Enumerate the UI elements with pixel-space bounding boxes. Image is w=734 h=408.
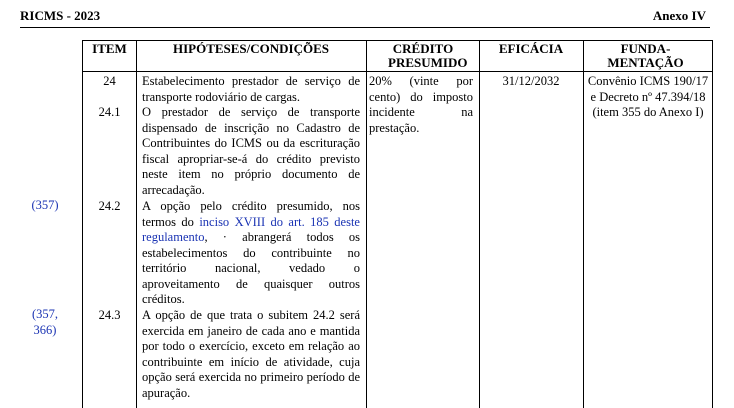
col-header-basis: FUNDA-MENTAÇÃO	[607, 41, 684, 70]
col-header-conditions: HIPÓTESES/CONDIÇÕES	[172, 41, 330, 56]
footnote-ref-357[interactable]: (357)	[31, 198, 59, 212]
regulation-link[interactable]: inciso XVIII do art. 185 deste regulamento	[142, 214, 360, 244]
col-divider	[583, 41, 584, 408]
row-text-after: , · abrangerá todos os estabelecimentos do contribuinte no território nacional, vedado o aproveitamento de quaisquer outros créditos.	[142, 230, 360, 306]
page-header-annex: Anexo IV	[652, 8, 706, 23]
header-rule	[20, 27, 710, 28]
col-header-item: ITEM	[92, 41, 127, 56]
col-divider	[479, 41, 480, 408]
col-divider	[366, 41, 367, 408]
item-number: 24	[103, 74, 116, 88]
efficacy-date: 31/12/2032	[502, 74, 560, 88]
row-text	[142, 199, 360, 308]
item-number: 24.3	[98, 308, 121, 322]
row-text: A opção de que trata o subitem 24.2 será exercida em janeiro de cada ano e mantida por todo o exercício, exceto em relação ao contribuinte em início de atividade, cuja opção será exercida no primeiro período de apuração.	[142, 308, 360, 400]
row-text: O prestador de serviço de transporte dispensado de inscrição no Cadastro de Contribuintes do ICMS ou da escrituração fiscal apropriar-se-á do crédito previsto neste item no próprio documento de arrecadação.	[142, 105, 360, 197]
col-header-credit: CRÉDITO PRESUMIDO	[388, 41, 468, 70]
footnote-ref-357-366[interactable]: (357, 366)	[31, 307, 59, 337]
col-divider	[136, 41, 137, 408]
col-header-efficacy: EFICÁCIA	[498, 41, 564, 56]
header-row-divider	[83, 71, 713, 72]
item-number: 24.2	[98, 199, 121, 213]
legal-basis: Convênio ICMS 190/17 e Decreto nº 47.394/18 (item 355 do Anexo I)	[587, 74, 709, 119]
row-text: Estabelecimento prestador de serviço de transporte rodoviário de cargas.	[142, 74, 360, 104]
row-text-before: A opção pelo crédito presumido, nos termos do	[142, 199, 360, 229]
page-header-title: RICMS - 2023	[20, 8, 101, 23]
benefits-table	[82, 40, 713, 408]
item-number: 24.1	[98, 105, 121, 119]
credit-text: 20% (vinte por cento) do imposto incidente na prestação.	[369, 74, 473, 135]
table-right-border	[712, 41, 713, 408]
